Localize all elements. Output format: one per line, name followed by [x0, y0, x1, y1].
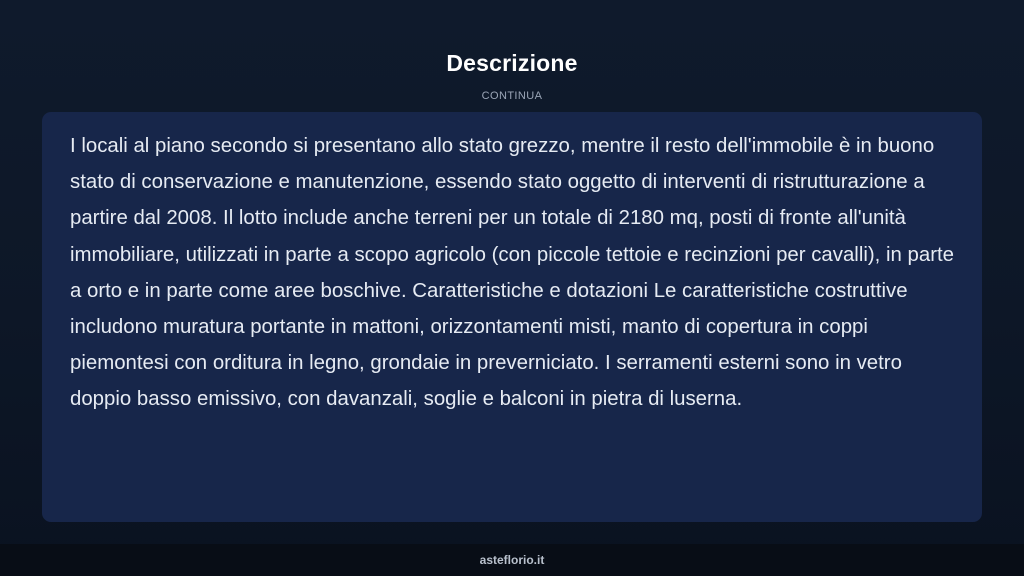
description-text: I locali al piano secondo si presentano allo stato grezzo, mentre il resto dell'immobile è in buono stato di conservazione e manutenzione, essendo stato oggetto di interventi di ristrutturazione a partire dal 2008. Il lotto include anche terreni per un totale di 2180 mq, posti di fronte all'unità immobiliare, utilizzati in parte a scopo agricolo (con piccole tettoie e recinzioni per cavalli), in parte a orto e in parte come aree boschive. Caratteristiche e dotazioni Le caratteristiche costruttive includono muratura portante in mattoni, orizzontamenti misti, manto di copertura in coppi piemontesi con orditura in legno, grondaie in preverniciato. I serramenti esterni sono in vetro doppio basso emissivo, con davanzali, soglie e balconi in pietra di luserna. — [70, 135, 955, 411]
description-card — [42, 112, 982, 522]
page-title: Descrizione — [446, 50, 578, 76]
subtitle-label: CONTINUA — [481, 90, 543, 102]
footer-site-label: asteflorio.it — [479, 553, 545, 567]
footer-bar — [0, 544, 1024, 576]
